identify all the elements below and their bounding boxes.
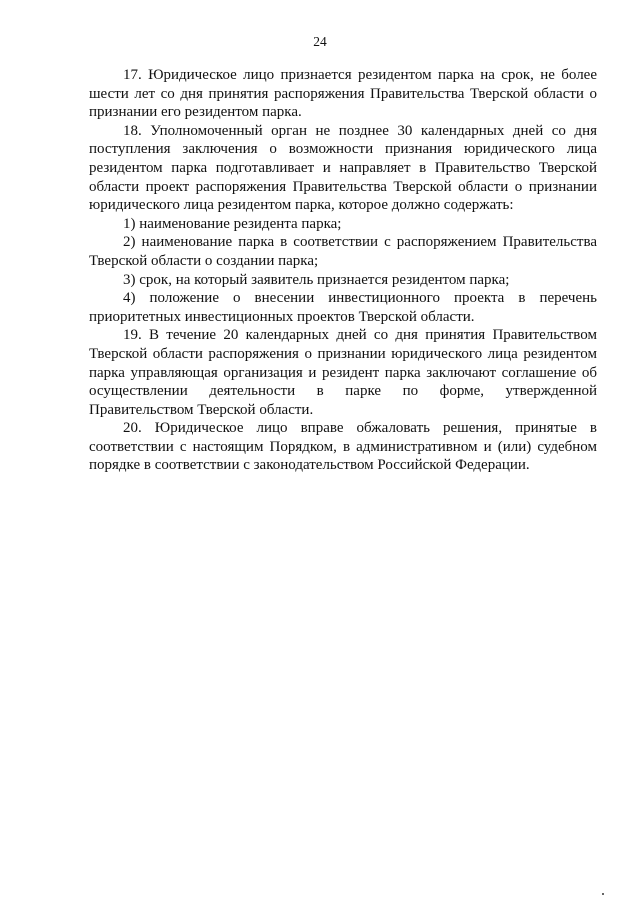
list-item-4: 4) положение о внесении инвестиционного проекта в перечень приоритетных инвестиционных проектов Тверской области. bbox=[89, 290, 597, 325]
page-number: 24 bbox=[313, 34, 327, 49]
scan-speck bbox=[602, 893, 604, 895]
paragraph-18: 18. Уполномоченный орган не позднее 30 календарных дней со дня поступления заключения о возможности признания юридического лица резидентом парка подготавливает и направляет в Правительство Тверской области проект распоряжения Правительства Тверской области о признании юридического лица резидентом парка, которое должно содержать: bbox=[89, 122, 597, 214]
list-item-1: 1) наименование резидента парка; bbox=[123, 215, 342, 232]
paragraph-17: 17. Юридическое лицо признается резидентом парка на срок, не более шести лет со дня принятия распоряжения Правительства Тверской области о признании его резидентом парка. bbox=[89, 67, 597, 121]
paragraph-20: 20. Юридическое лицо вправе обжаловать решения, принятые в соответствии с настоящим Порядком, в административном и (или) судебном порядке в соответствии с законодательством Российской Федерации. bbox=[89, 420, 597, 474]
list-item-3: 3) срок, на который заявитель признается резидентом парка; bbox=[123, 271, 510, 288]
document-body bbox=[89, 66, 597, 475]
list-item-2: 2) наименование парка в соответствии с распоряжением Правительства Тверской области о создании парка; bbox=[89, 234, 597, 269]
paragraph-19: 19. В течение 20 календарных дней со дня принятия Правительством Тверской области распоряжения о признании юридического лица резидентом парка управляющая организация и резидент парка заключают соглашение об осуществлении деятельности в парке по форме, утвержденной Правительством Тверской области. bbox=[89, 327, 597, 418]
